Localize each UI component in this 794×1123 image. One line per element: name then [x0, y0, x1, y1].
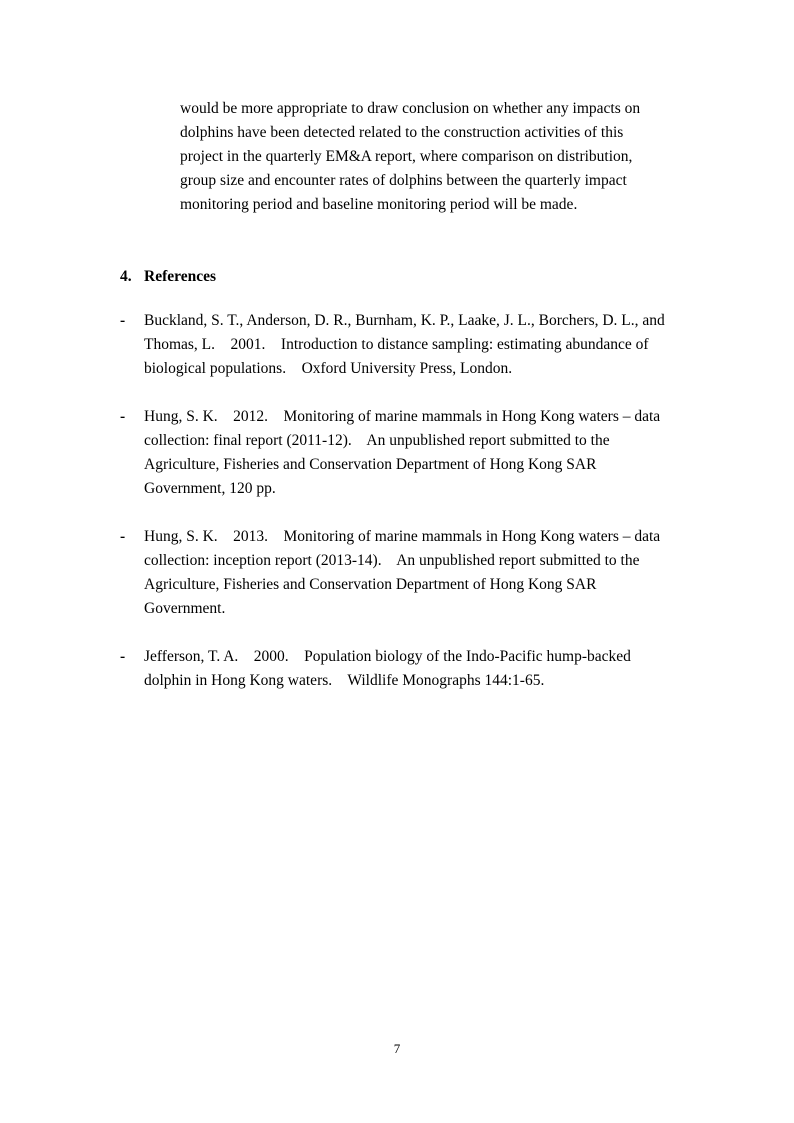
page-number: 7	[393, 1041, 401, 1056]
reference-line: Buckland, S. T., Anderson, D. R., Burnham, K. P., Laake, J. L., Borchers, D. L., and	[144, 312, 665, 329]
continuation-paragraph	[180, 97, 680, 217]
paragraph-line: dolphins have been detected related to the construction activities of this	[180, 124, 624, 141]
reference-line: collection: inception report (2013-14). An unpublished report submitted to the	[144, 552, 640, 569]
reference-text	[144, 405, 700, 501]
reference-bullet: -	[120, 648, 126, 665]
paragraph-line: monitoring period and baseline monitoring period will be made.	[180, 196, 578, 213]
reference-text	[144, 309, 700, 381]
section-heading	[120, 265, 216, 289]
reference-bullet: -	[120, 312, 126, 329]
reference-line: Hung, S. K. 2012. Monitoring of marine mammals in Hong Kong waters – data	[144, 408, 661, 425]
reference-line: Agriculture, Fisheries and Conservation Department of Hong Kong SAR	[144, 456, 597, 473]
section-number: 4.	[120, 268, 132, 285]
section-title: References	[144, 268, 217, 285]
reference-line: Government, 120 pp.	[144, 480, 276, 497]
reference-bullet: -	[120, 528, 126, 545]
reference-line: Thomas, L. 2001. Introduction to distance sampling: estimating abundance of	[144, 336, 649, 353]
reference-text	[144, 525, 700, 621]
paragraph-line: would be more appropriate to draw conclusion on whether any impacts on	[180, 100, 641, 117]
reference-line: Agriculture, Fisheries and Conservation Department of Hong Kong SAR	[144, 576, 597, 593]
reference-line: Jefferson, T. A. 2000. Population biology of the Indo-Pacific hump-backed	[144, 648, 631, 665]
paragraph-line: group size and encounter rates of dolphins between the quarterly impact	[180, 172, 627, 189]
reference-bullet: -	[120, 408, 126, 425]
reference-text	[144, 645, 700, 693]
paragraph-line: project in the quarterly EM&A report, where comparison on distribution,	[180, 148, 633, 165]
reference-line: Hung, S. K. 2013. Monitoring of marine mammals in Hong Kong waters – data	[144, 528, 661, 545]
reference-line: collection: final report (2011-12). An unpublished report submitted to the	[144, 432, 610, 449]
reference-line: biological populations. Oxford University Press, London.	[144, 360, 513, 377]
reference-line: dolphin in Hong Kong waters. Wildlife Monographs 144:1-65.	[144, 672, 545, 689]
reference-line: Government.	[144, 600, 226, 617]
